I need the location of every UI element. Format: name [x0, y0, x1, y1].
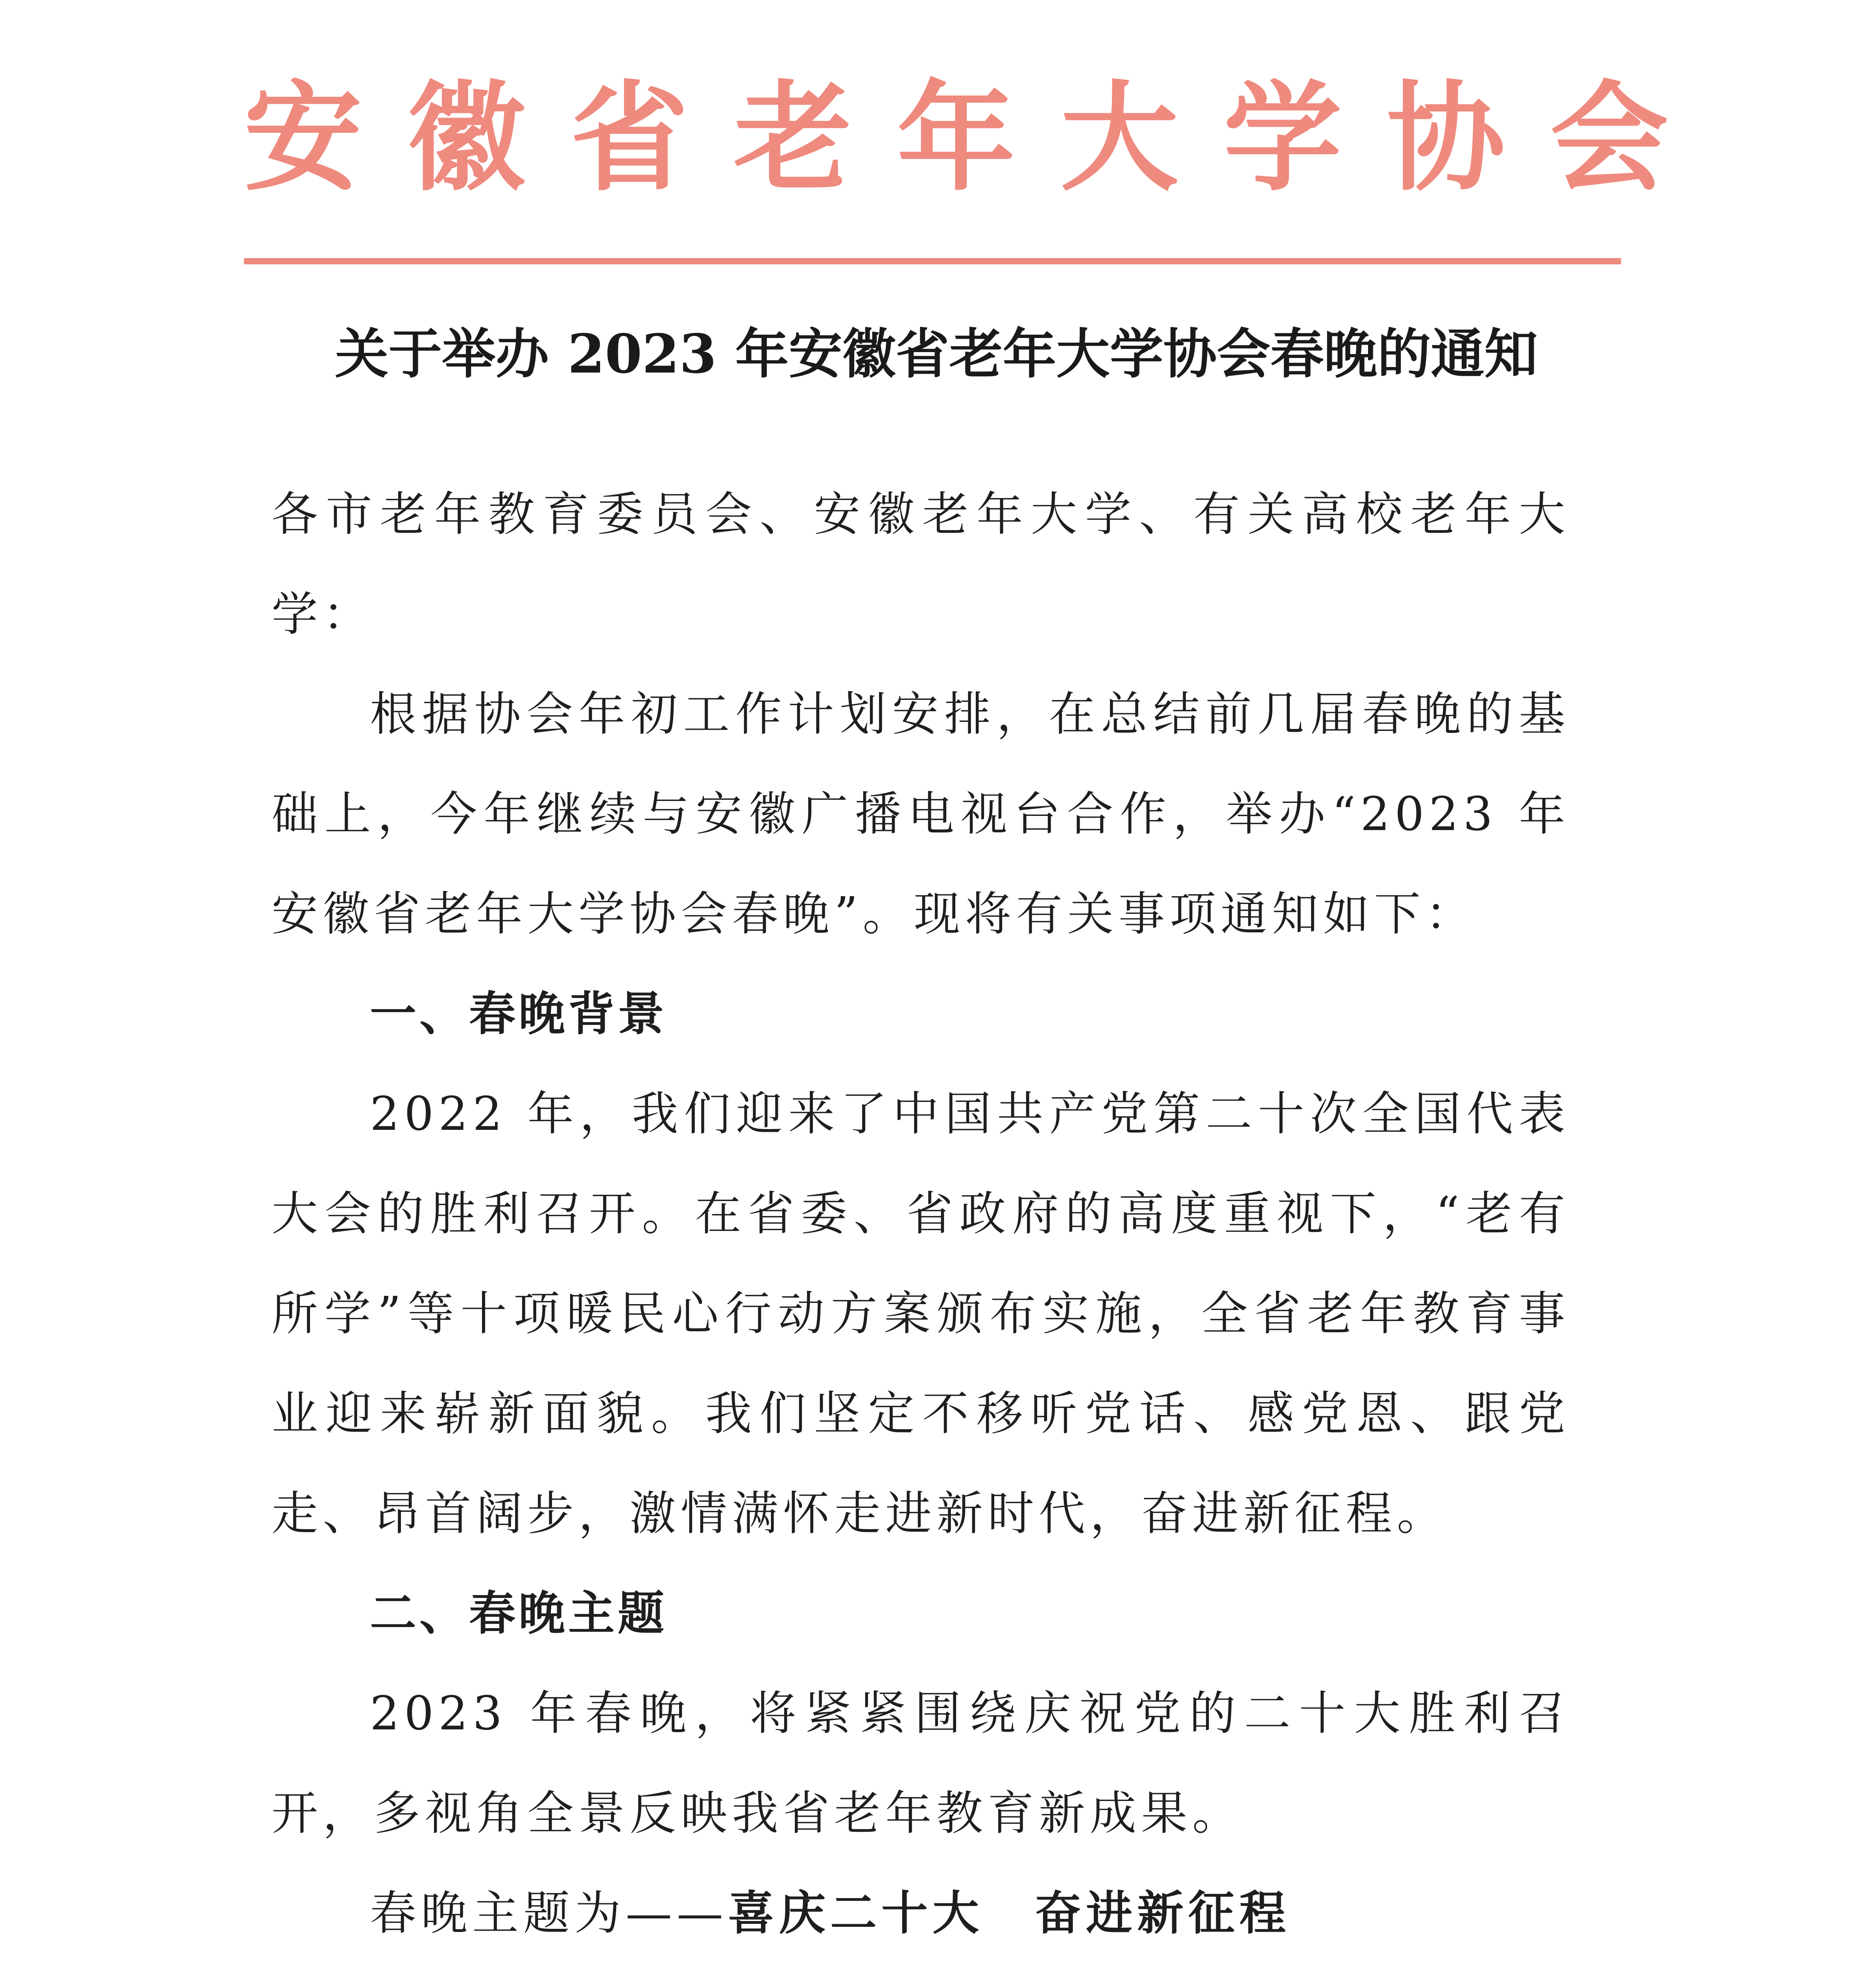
- notice-title: 关于举办 2023 年安徽省老年大学协会春晚的通知: [335, 323, 1538, 386]
- section-paragraph-background: 2022 年，我们迎来了中国共产党第二十次全国代表大会的胜利召开。在省委、省政府的高度重视下，“老有所学”等十项暖民心行动方案颁布实施，全省老年教育事业迎来崭新面貌。我们坚定不移听党话、感党恩、跟党走、昂首阔步，激情满怀走进新时代，奋进新征程。: [271, 1087, 1570, 1541]
- notice-body: [271, 464, 1570, 1967]
- section-heading-theme: 二、春晚主题: [370, 1586, 668, 1640]
- section-paragraph-theme: 2023 年春晚，将紧紧围绕庆祝党的二十大胜利召开，多视角全景反映我省老年教育新成果。: [271, 1686, 1570, 1840]
- section-heading-format: [271, 1963, 1570, 1967]
- section-heading-background: 一、春晚背景: [370, 987, 668, 1041]
- letterhead-divider: [244, 258, 1621, 264]
- letterhead-title: 安徽省老年大学协会: [244, 68, 1714, 207]
- theme-slogan: 喜庆二十大 奋进新征程: [728, 1886, 1291, 1940]
- salutation: 各市老年教育委员会、安徽老年大学、有关高校老年大学：: [271, 487, 1570, 641]
- theme-statement: [271, 1863, 1570, 1963]
- intro-paragraph: 根据协会年初工作计划安排，在总结前几届春晚的基础上，今年继续与安徽广播电视台合作，举办“2023 年安徽省老年大学协会春晚”。现将有关事项通知如下：: [271, 687, 1570, 941]
- theme-prefix: 春晚主题为——: [370, 1886, 728, 1940]
